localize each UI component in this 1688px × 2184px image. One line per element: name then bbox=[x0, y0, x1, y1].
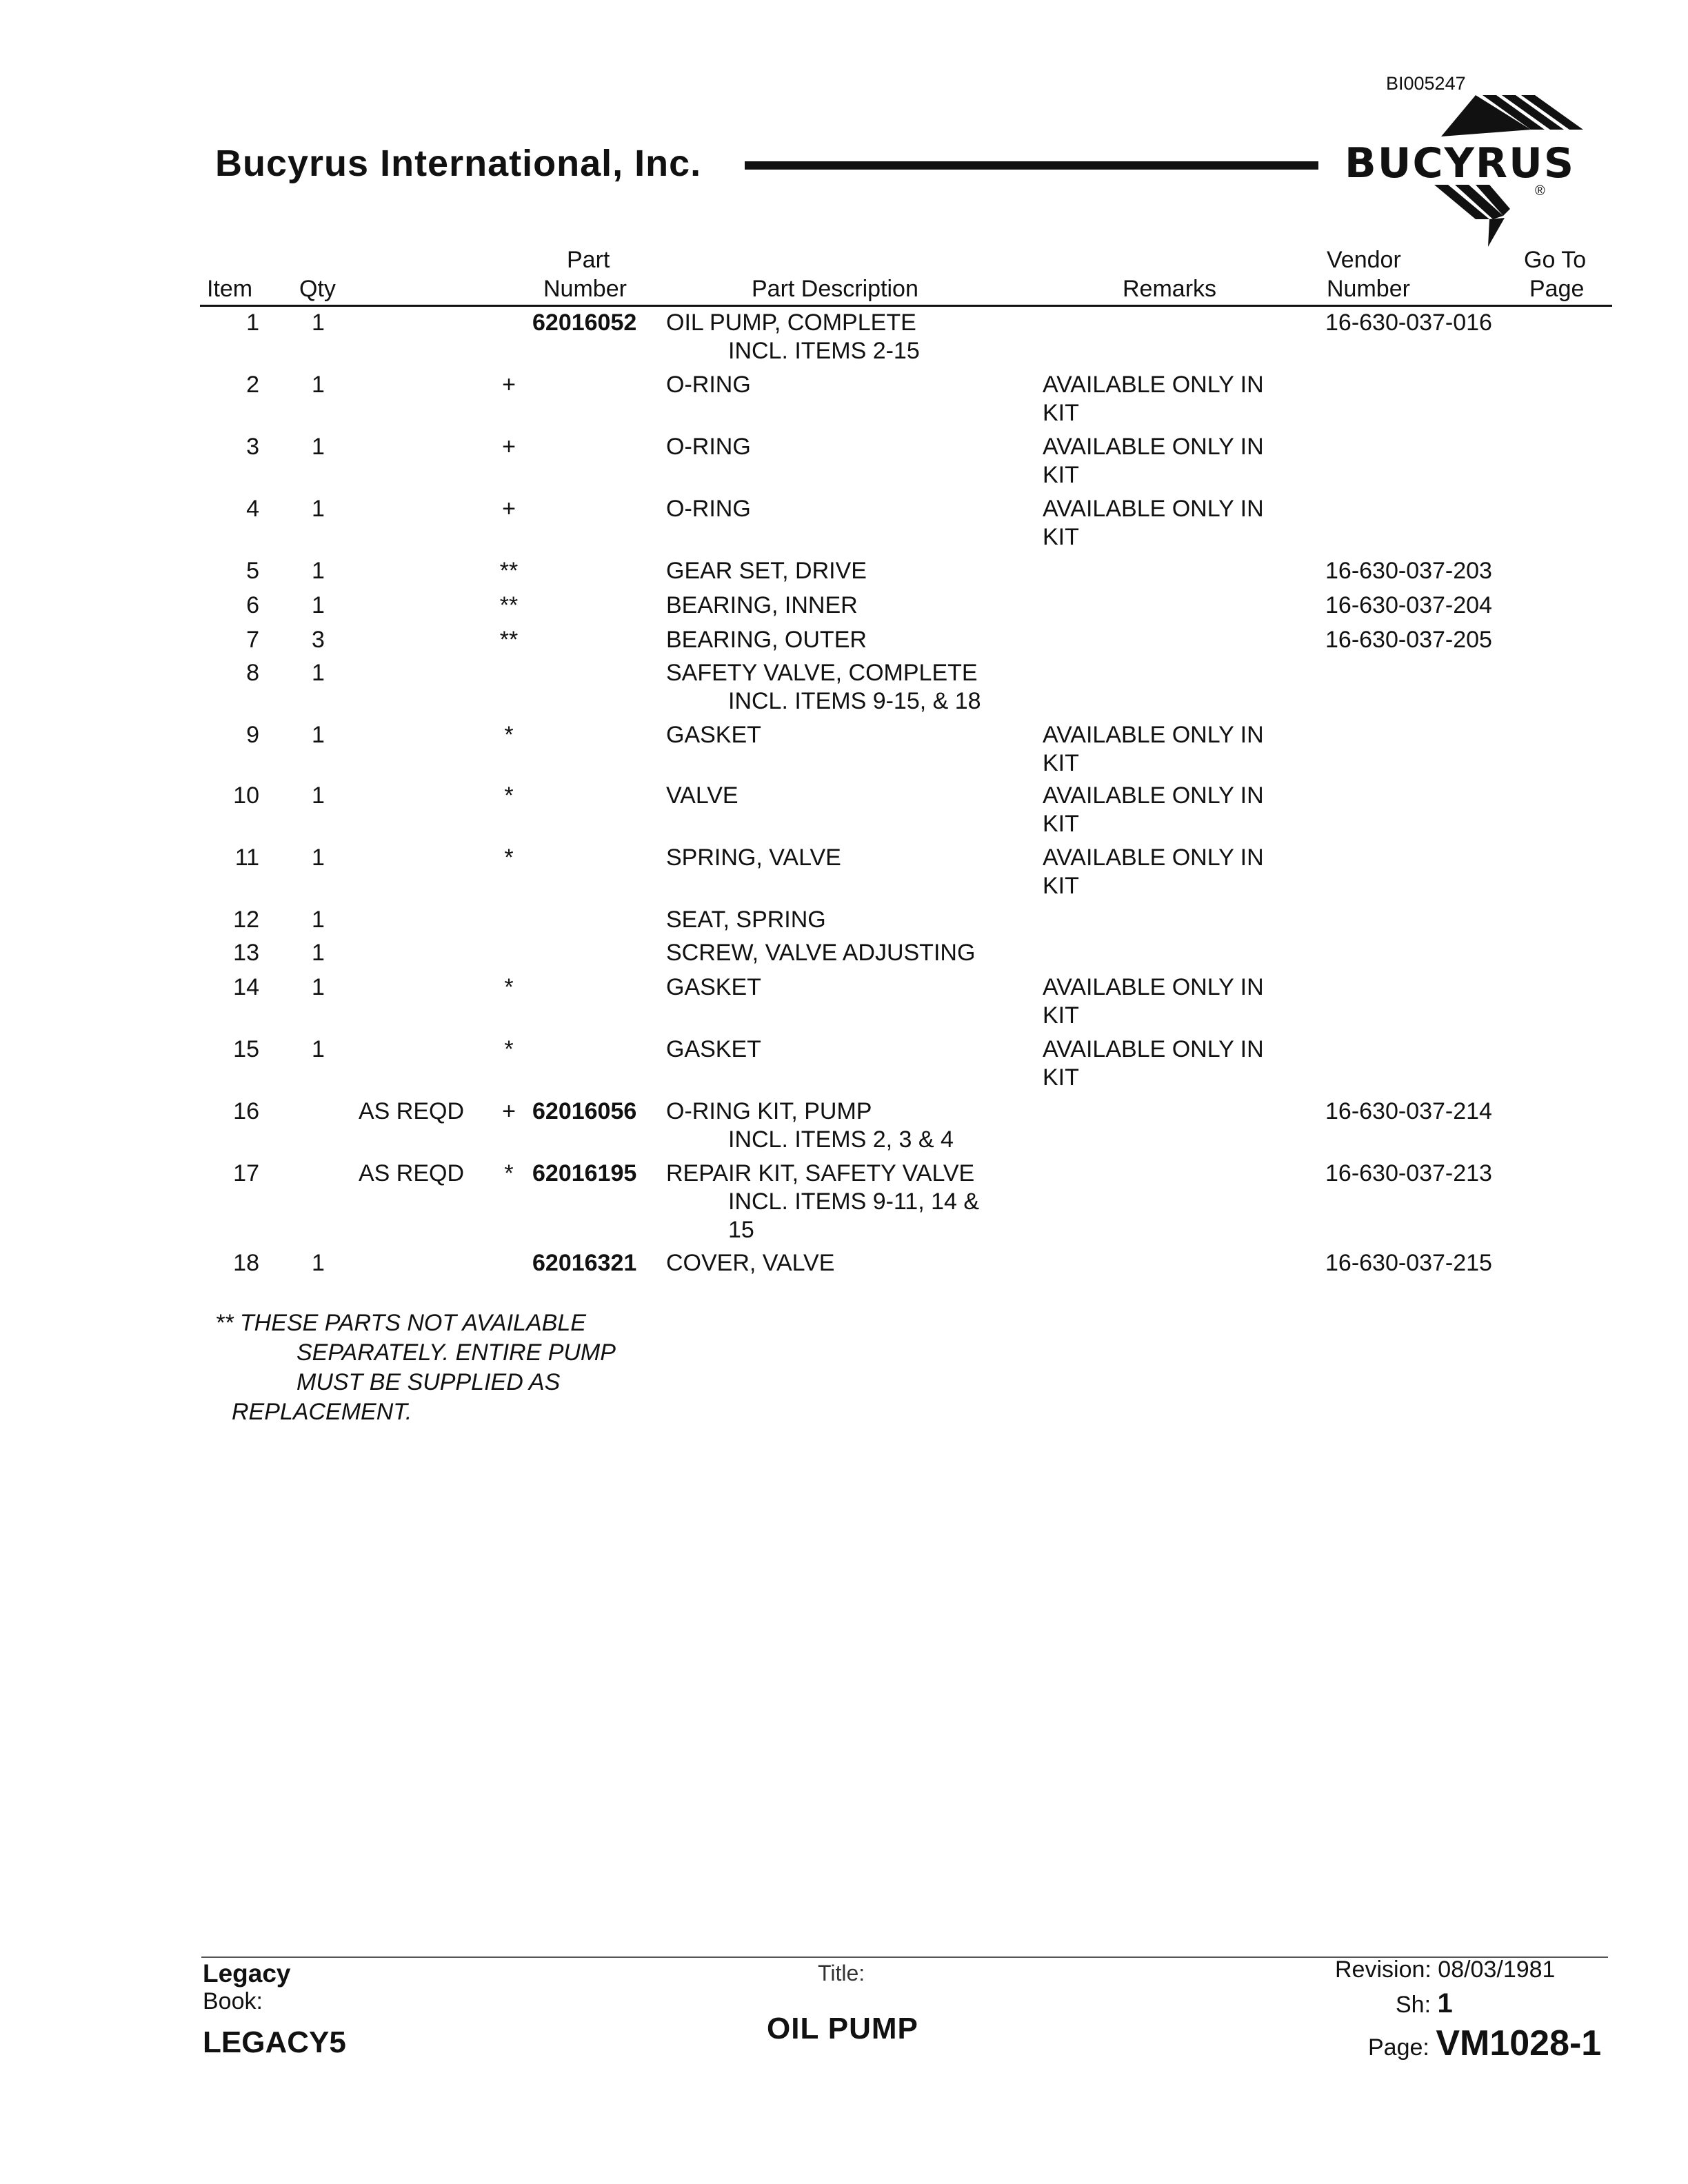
part-number: 62016321 bbox=[532, 1250, 637, 1276]
item-number: 2 bbox=[246, 372, 259, 398]
item-number: 14 bbox=[233, 974, 259, 1000]
quantity: 1 bbox=[312, 1036, 325, 1062]
item-number: 18 bbox=[233, 1250, 259, 1276]
item-number: 4 bbox=[246, 496, 259, 522]
footnote-line: ** THESE PARTS NOT AVAILABLE bbox=[215, 1310, 586, 1336]
company-name: Bucyrus International, Inc. bbox=[215, 143, 702, 184]
header-part-line2: Number bbox=[543, 276, 627, 302]
part-description: GASKET bbox=[666, 722, 761, 748]
item-number: 9 bbox=[246, 722, 259, 748]
header-goto-line1: Go To bbox=[1524, 247, 1587, 273]
part-description: SEAT, SPRING bbox=[666, 907, 826, 933]
table-header-rule bbox=[200, 305, 1612, 307]
item-number: 8 bbox=[246, 660, 259, 686]
part-description: VALVE bbox=[666, 782, 738, 809]
footnote-line: MUST BE SUPPLIED AS bbox=[297, 1369, 561, 1395]
vendor-number: 16-630-037-205 bbox=[1325, 627, 1492, 653]
header-part-line1: Part bbox=[567, 247, 610, 273]
kit-marker: + bbox=[502, 496, 516, 522]
part-number: 62016052 bbox=[532, 310, 637, 336]
description-line: OIL PUMP, COMPLETE bbox=[666, 310, 916, 336]
quantity: 1 bbox=[312, 592, 325, 618]
vendor-number: 16-630-037-215 bbox=[1325, 1250, 1492, 1276]
part-description: GASKET bbox=[666, 974, 761, 1000]
header-item: Item bbox=[207, 276, 253, 302]
kit-marker: * bbox=[504, 845, 514, 871]
kit-marker: + bbox=[502, 1098, 516, 1124]
header-qty: Qty bbox=[299, 276, 336, 302]
quantity: AS REQD bbox=[359, 1160, 465, 1186]
remarks: AVAILABLE ONLY IN KIT bbox=[1043, 372, 1264, 426]
legacy-label: Legacy bbox=[203, 1959, 291, 1988]
remarks: AVAILABLE ONLY IN KIT bbox=[1043, 496, 1264, 550]
item-number: 12 bbox=[233, 907, 259, 933]
part-description: O-RING bbox=[666, 372, 751, 398]
quantity: 1 bbox=[312, 434, 325, 460]
revision-value: 08/03/1981 bbox=[1438, 1957, 1556, 1983]
header-goto-line2: Page bbox=[1529, 276, 1585, 302]
description-continuation: 15 bbox=[728, 1217, 754, 1243]
remarks: AVAILABLE ONLY IN KIT bbox=[1043, 782, 1264, 837]
kit-marker: ** bbox=[499, 592, 519, 618]
kit-marker: * bbox=[504, 722, 514, 748]
remarks: AVAILABLE ONLY IN KIT bbox=[1043, 845, 1264, 899]
kit-marker: * bbox=[504, 1160, 514, 1186]
description-continuation: INCL. ITEMS 2, 3 & 4 bbox=[728, 1126, 954, 1153]
description-line: O-RING KIT, PUMP bbox=[666, 1098, 872, 1124]
header-vendor-line1: Vendor bbox=[1327, 247, 1401, 273]
part-description: SPRING, VALVE bbox=[666, 845, 841, 871]
item-number: 13 bbox=[233, 940, 259, 966]
part-description: O-RING bbox=[666, 496, 751, 522]
kit-marker: ** bbox=[499, 558, 519, 584]
header-vendor-line2: Number bbox=[1327, 276, 1410, 302]
item-number: 15 bbox=[233, 1036, 259, 1062]
header-rule bbox=[745, 161, 1318, 170]
book-label: Book: bbox=[203, 1988, 263, 2014]
part-description: COVER, VALVE bbox=[666, 1250, 835, 1276]
item-number: 6 bbox=[246, 592, 259, 618]
remarks: AVAILABLE ONLY IN KIT bbox=[1043, 434, 1264, 488]
kit-marker: * bbox=[504, 782, 514, 809]
remarks: AVAILABLE ONLY IN KIT bbox=[1043, 722, 1264, 776]
item-number: 7 bbox=[246, 627, 259, 653]
sheet bbox=[1396, 1988, 1453, 2019]
description-continuation: INCL. ITEMS 9-11, 14 & bbox=[728, 1189, 980, 1215]
remarks: AVAILABLE ONLY IN KIT bbox=[1043, 1036, 1264, 1091]
quantity: 1 bbox=[312, 558, 325, 584]
remarks: AVAILABLE ONLY IN KIT bbox=[1043, 974, 1264, 1029]
revision bbox=[1335, 1957, 1555, 1983]
kit-marker: + bbox=[502, 372, 516, 398]
quantity: 1 bbox=[312, 782, 325, 809]
document-id: BI005247 bbox=[1386, 73, 1466, 94]
page-label: Page: bbox=[1368, 2034, 1429, 2061]
sheet-value: 1 bbox=[1437, 1988, 1453, 2019]
part-number: 62016195 bbox=[532, 1160, 637, 1186]
description-continuation: INCL. ITEMS 9-15, & 18 bbox=[728, 688, 981, 714]
part-description bbox=[666, 659, 981, 716]
quantity: 3 bbox=[312, 627, 325, 653]
item-number: 11 bbox=[234, 845, 259, 871]
kit-marker: + bbox=[502, 434, 516, 460]
quantity: AS REQD bbox=[359, 1098, 465, 1124]
quantity: 1 bbox=[312, 660, 325, 686]
quantity: 1 bbox=[312, 496, 325, 522]
quantity: 1 bbox=[312, 845, 325, 871]
logo-point bbox=[1488, 218, 1505, 247]
item-number: 5 bbox=[246, 558, 259, 584]
quantity: 1 bbox=[312, 310, 325, 336]
page-value: VM1028-1 bbox=[1436, 2023, 1602, 2063]
description-line: REPAIR KIT, SAFETY VALVE bbox=[666, 1160, 975, 1186]
vendor-number: 16-630-037-016 bbox=[1325, 310, 1492, 336]
quantity: 1 bbox=[312, 974, 325, 1000]
kit-marker: * bbox=[504, 974, 514, 1000]
part-number: 62016056 bbox=[532, 1098, 637, 1124]
page bbox=[1368, 2023, 1601, 2064]
quantity: 1 bbox=[312, 722, 325, 748]
quantity: 1 bbox=[312, 372, 325, 398]
part-description: SCREW, VALVE ADJUSTING bbox=[666, 940, 976, 966]
header-description: Part Description bbox=[752, 276, 918, 302]
part-description: BEARING, OUTER bbox=[666, 627, 867, 653]
header-remarks: Remarks bbox=[1123, 276, 1217, 302]
item-number: 17 bbox=[233, 1160, 259, 1186]
kit-marker: ** bbox=[499, 627, 519, 653]
registered-mark: ® bbox=[1535, 183, 1545, 199]
part-description bbox=[666, 1098, 954, 1154]
title-value: OIL PUMP bbox=[767, 2012, 918, 2045]
footnote-line: SEPARATELY. ENTIRE PUMP bbox=[297, 1339, 616, 1366]
item-number: 1 bbox=[246, 310, 259, 336]
kit-marker: * bbox=[504, 1036, 514, 1062]
title-label: Title: bbox=[818, 1961, 865, 1985]
part-description: BEARING, INNER bbox=[666, 592, 858, 618]
vendor-number: 16-630-037-214 bbox=[1325, 1098, 1492, 1124]
revision-label: Revision: bbox=[1335, 1957, 1431, 1983]
part-description: GEAR SET, DRIVE bbox=[666, 558, 867, 584]
footnote bbox=[215, 1308, 616, 1427]
bucyrus-logo-text: BUCYRUS bbox=[1345, 139, 1576, 188]
vendor-number: 16-630-037-213 bbox=[1325, 1160, 1492, 1186]
part-description: O-RING bbox=[666, 434, 751, 460]
sheet-label: Sh: bbox=[1396, 1992, 1431, 2018]
item-number: 10 bbox=[233, 782, 259, 809]
description-continuation: INCL. ITEMS 2-15 bbox=[728, 338, 920, 364]
footnote-line: REPLACEMENT. bbox=[232, 1399, 412, 1425]
part-description bbox=[666, 1160, 979, 1244]
item-number: 3 bbox=[246, 434, 259, 460]
quantity: 1 bbox=[312, 1250, 325, 1276]
part-description bbox=[666, 309, 920, 365]
quantity: 1 bbox=[312, 907, 325, 933]
item-number: 16 bbox=[233, 1098, 259, 1124]
vendor-number: 16-630-037-203 bbox=[1325, 558, 1492, 584]
description-line: SAFETY VALVE, COMPLETE bbox=[666, 660, 978, 686]
book-value: LEGACY5 bbox=[203, 2025, 346, 2059]
part-description: GASKET bbox=[666, 1036, 761, 1062]
vendor-number: 16-630-037-204 bbox=[1325, 592, 1492, 618]
quantity: 1 bbox=[312, 940, 325, 966]
